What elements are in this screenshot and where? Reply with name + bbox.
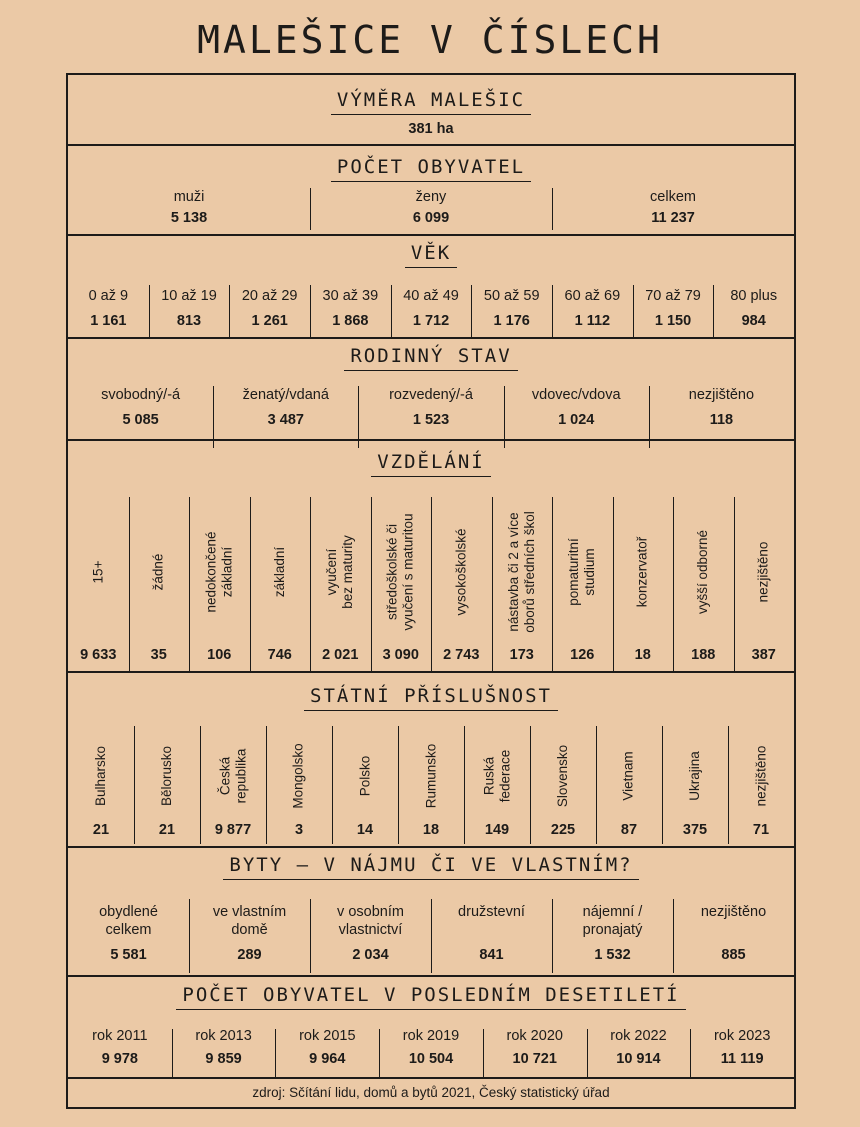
decade-heading: POČET OBYVATEL V POSLEDNÍM DESETILETÍ <box>68 984 794 1010</box>
education-label: vyšší odborné <box>695 529 711 615</box>
age-label: 20 až 29 <box>241 288 298 304</box>
marital-cell <box>504 386 649 438</box>
citizenship-cell <box>464 726 530 844</box>
citizenship-cell <box>266 726 332 844</box>
decade-label: rok 2022 <box>610 1028 667 1044</box>
decade-label: rok 2019 <box>402 1028 460 1044</box>
education-label: konzervatoř <box>634 536 650 608</box>
population-value: 6 099 <box>412 210 450 226</box>
education-value: 188 <box>691 647 716 663</box>
citizenship-value: 3 <box>294 822 304 838</box>
population-cell <box>310 188 552 230</box>
citizenship-value: 18 <box>422 822 440 838</box>
housing-label: nájemní / pronajatý <box>582 904 643 938</box>
education-cell <box>250 497 311 671</box>
decade-value: 9 964 <box>309 1051 346 1067</box>
citizenship-label: Česká republika <box>216 748 248 804</box>
education-cells <box>68 497 794 671</box>
citizenship-label: nezjištěno <box>752 745 768 807</box>
decade-value: 9 978 <box>101 1051 138 1067</box>
age-cell <box>310 285 391 337</box>
age-label: 70 až 79 <box>645 288 701 304</box>
citizenship-cell <box>134 726 200 844</box>
education-value: 9 633 <box>80 647 117 663</box>
marital-label: svobodný/-á <box>101 387 181 403</box>
citizenship-cell <box>200 726 266 844</box>
decade-label: rok 2023 <box>713 1028 771 1044</box>
area-heading: VÝMĚRA MALEŠIC <box>68 89 794 115</box>
housing-heading: BYTY – V NÁJMU ČI VE VLASTNÍM? <box>68 854 794 880</box>
citizenship-value: 14 <box>356 822 374 838</box>
decade-label: rok 2013 <box>195 1028 252 1044</box>
citizenship-label: Bulharsko <box>92 745 108 807</box>
citizenship-value: 149 <box>484 822 510 838</box>
population-value: 11 237 <box>651 210 695 226</box>
education-cell <box>552 497 613 671</box>
decade-value: 9 859 <box>205 1051 242 1067</box>
decade-value: 10 504 <box>408 1051 454 1067</box>
housing-value: 289 <box>237 947 262 963</box>
decade-label: rok 2020 <box>506 1028 563 1044</box>
marital-label: nezjištěno <box>688 387 755 403</box>
decade-label: rok 2011 <box>92 1028 148 1044</box>
citizenship-label: Ukrajina <box>687 751 702 801</box>
source-note: zdroj: Sčítání lidu, domů a bytů 2021, Český statistický úřad <box>252 1085 610 1100</box>
housing-label: nezjištěno <box>700 904 767 920</box>
age-cell <box>68 285 149 337</box>
citizenship-cell <box>68 726 134 844</box>
housing-label: obydlené celkem <box>99 904 158 938</box>
education-value: 18 <box>634 647 651 663</box>
population-label: muži <box>173 189 205 205</box>
age-cell <box>149 285 230 337</box>
housing-cell <box>68 899 189 969</box>
housing-cell <box>552 899 673 969</box>
housing-value: 841 <box>479 947 504 963</box>
housing-value: 1 532 <box>594 947 631 963</box>
citizenship-label: Ruská federace <box>480 749 512 803</box>
education-value: 2 021 <box>322 647 359 663</box>
education-value: 126 <box>570 647 595 663</box>
age-value: 1 712 <box>412 313 450 329</box>
age-label: 10 až 19 <box>161 288 217 304</box>
housing-cell <box>673 899 794 969</box>
education-value: 3 090 <box>382 647 419 663</box>
age-cell <box>633 285 714 337</box>
age-value: 1 176 <box>493 313 530 329</box>
housing-cell <box>431 899 552 969</box>
age-value: 1 868 <box>332 313 369 329</box>
citizenship-cell <box>728 726 794 844</box>
citizenship-label: Vietnam <box>621 751 636 801</box>
housing-cell <box>310 899 431 969</box>
decade-value: 11 119 <box>720 1051 764 1067</box>
decade-cell <box>690 1027 794 1077</box>
education-heading: VZDĚLÁNÍ <box>68 451 794 477</box>
age-label: 0 až 9 <box>88 288 129 304</box>
citizenship-value: 71 <box>752 822 770 838</box>
marital-heading: RODINNÝ STAV <box>68 345 794 371</box>
education-cell <box>371 497 432 671</box>
stats-frame <box>66 73 796 1109</box>
marital-label: ženatý/vdaná <box>242 387 329 403</box>
population-value: 5 138 <box>170 210 208 226</box>
marital-cell <box>358 386 503 438</box>
population-heading: POČET OBYVATEL <box>68 156 794 182</box>
citizenship-cell <box>596 726 662 844</box>
education-value: 35 <box>150 647 167 663</box>
age-cell <box>229 285 310 337</box>
education-cell <box>673 497 734 671</box>
education-cell <box>189 497 250 671</box>
age-label: 80 plus <box>730 288 778 304</box>
education-label: základní <box>271 546 287 598</box>
divider <box>68 671 794 673</box>
population-cell <box>68 188 310 230</box>
age-value: 1 150 <box>654 313 692 329</box>
education-cell <box>431 497 492 671</box>
area-value: 381 ha <box>408 121 454 137</box>
education-cell <box>68 497 129 671</box>
marital-value: 3 487 <box>267 412 304 428</box>
education-cell <box>734 497 795 671</box>
citizenship-label: Rumunsko <box>423 743 438 809</box>
decade-cell <box>587 1027 691 1077</box>
citizenship-label: Polsko <box>357 755 372 797</box>
citizenship-value: 21 <box>92 822 110 838</box>
age-label: 40 až 49 <box>403 288 459 304</box>
citizenship-label: Bělorusko <box>158 745 174 807</box>
education-label: středoškolské či vyučení s maturitou <box>384 513 416 631</box>
citizenship-cells <box>68 726 794 844</box>
marital-cell <box>213 386 358 438</box>
marital-cell <box>68 386 213 438</box>
housing-value: 5 581 <box>110 947 147 963</box>
education-label: vyučení bez maturity <box>324 535 356 609</box>
age-cell <box>713 285 794 337</box>
education-cell <box>310 497 371 671</box>
marital-cell <box>649 386 794 438</box>
age-cell <box>471 285 552 337</box>
age-value: 1 112 <box>574 313 611 329</box>
citizenship-cell <box>530 726 596 844</box>
age-value: 1 161 <box>90 313 127 329</box>
education-label: nezjištěno <box>755 541 771 603</box>
page-title: MALEŠICE V ČÍSLECH <box>197 18 663 62</box>
decade-cell <box>172 1027 276 1077</box>
marital-label: rozvedený/-á <box>389 387 473 403</box>
citizenship-value: 225 <box>550 822 576 838</box>
citizenship-cell <box>662 726 728 844</box>
citizenship-heading: STÁTNÍ PŘÍSLUŠNOST <box>68 685 794 711</box>
decade-cell <box>483 1027 587 1077</box>
housing-cell <box>189 899 310 969</box>
marital-value: 1 024 <box>558 412 595 428</box>
marital-cells <box>68 386 794 438</box>
decade-label: rok 2015 <box>299 1028 356 1044</box>
education-label: vysokoškolské <box>453 528 469 616</box>
education-label: žádné <box>150 553 166 591</box>
citizenship-label: Mongolsko <box>290 743 306 809</box>
education-label: nedokončené základní <box>203 531 235 613</box>
age-heading: VĚK <box>68 242 794 268</box>
marital-value: 118 <box>709 412 734 428</box>
age-value: 984 <box>741 313 766 329</box>
education-cell <box>129 497 190 671</box>
decade-value: 10 721 <box>512 1051 557 1067</box>
divider <box>68 234 794 236</box>
decade-cell <box>68 1027 172 1077</box>
housing-label: ve vlastním domě <box>212 904 287 938</box>
age-cell <box>391 285 472 337</box>
citizenship-cell <box>332 726 398 844</box>
age-label: 60 až 69 <box>564 288 621 304</box>
marital-label: vdovec/vdova <box>531 387 621 403</box>
housing-value: 2 034 <box>352 947 389 963</box>
citizenship-value: 375 <box>682 822 708 838</box>
marital-value: 5 085 <box>122 412 159 428</box>
age-cell <box>552 285 633 337</box>
education-value: 2 743 <box>443 647 480 663</box>
citizenship-label: Slovensko <box>554 744 570 808</box>
marital-value: 1 523 <box>412 412 450 428</box>
education-label: pomaturitní studium <box>566 538 598 606</box>
housing-label: v osobním vlastnictví <box>337 904 404 938</box>
decade-value: 10 914 <box>616 1051 661 1067</box>
age-value: 1 261 <box>251 313 288 329</box>
decade-cell <box>275 1027 379 1077</box>
education-label: nástavba či 2 a více oborů středních škol <box>505 511 537 633</box>
education-cell <box>492 497 553 671</box>
divider <box>68 846 794 848</box>
population-label: celkem <box>650 189 696 205</box>
divider <box>68 439 794 441</box>
age-cells <box>68 285 794 337</box>
housing-label: družstevní <box>458 904 525 920</box>
education-label: 15+ <box>90 560 106 584</box>
education-value: 106 <box>207 647 232 663</box>
population-cell <box>552 188 794 230</box>
population-label: ženy <box>415 189 447 205</box>
education-value: 387 <box>751 647 776 663</box>
housing-cells <box>68 899 794 969</box>
citizenship-value: 9 877 <box>214 822 252 838</box>
age-value: 813 <box>176 313 202 329</box>
education-value: 173 <box>509 647 534 663</box>
divider <box>68 144 794 146</box>
education-value: 746 <box>267 647 292 663</box>
age-label: 30 až 39 <box>322 288 379 304</box>
education-cell <box>613 497 674 671</box>
divider <box>68 1077 794 1079</box>
decade-cells <box>68 1027 794 1077</box>
population-cells <box>68 188 794 230</box>
citizenship-value: 87 <box>620 822 638 838</box>
divider <box>68 337 794 339</box>
citizenship-cell <box>398 726 464 844</box>
age-label: 50 až 59 <box>483 288 540 304</box>
divider <box>68 975 794 977</box>
decade-cell <box>379 1027 483 1077</box>
housing-value: 885 <box>721 947 746 963</box>
citizenship-value: 21 <box>158 822 176 838</box>
